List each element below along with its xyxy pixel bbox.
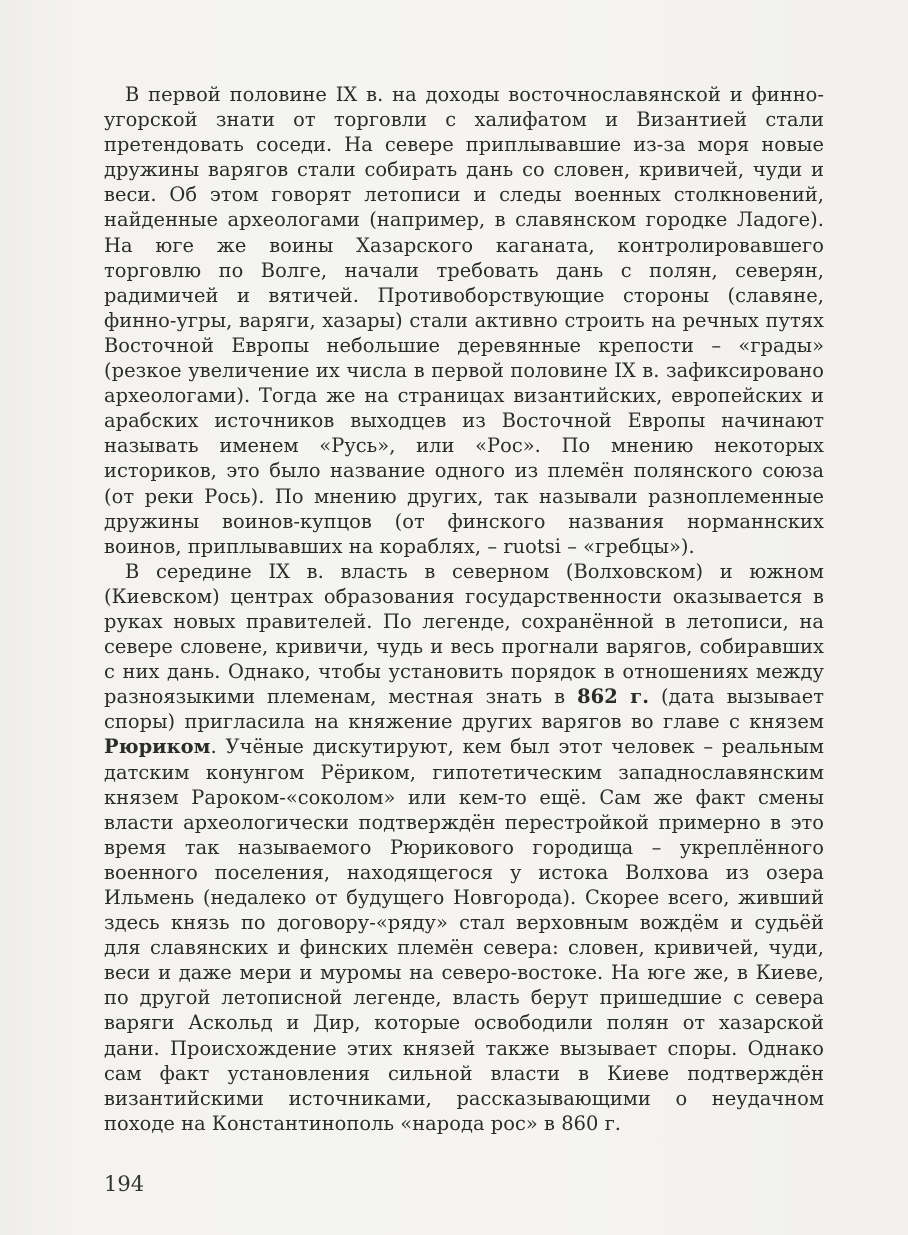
paragraph [104,559,824,1136]
paragraph: В первой половине IX в. на доходы восточнославянской и финно-угорской знати от торговли с халифатом и Византией стали претендовать соседи. На севере приплывавшие из-за моря новые дружины варягов стали собирать дань со словен, кривичей, чуди и веси. Об этом говорят летописи и следы военных столкновений, найденные археологами (например, в славянском городке Ладоге). На юге же воины Хазарского каганата, контролировавшего торговлю по Волге, начали требовать дань с полян, северян, радимичей и вятичей. Противоборствующие стороны (славяне, финно-угры, варяги, хазары) стали активно строить на речных путях Восточной Европы небольшие деревянные крепости – «грады» (резкое увеличение их числа в первой половине IX в. зафиксировано археологами). Тогда же на страницах византийских, европейских и арабских источников выходцев из Восточной Европы начинают называть именем «Русь», или «Рос». По мнению некоторых историков, это было название одного из племён полянского союза (от реки Рось). По мнению других, так называли разноплеменные дружины воинов-купцов (от финского названия норманнских воинов, приплывавших на кораблях, – ruotsi – «гребцы»). [104,83,824,558]
text-run: В середине IX в. власть в северном (Волховском) и южном (Киевском) центрах образования государственности оказывается в руках новых правителей. По легенде, сохранённой в летописи, на севере словене, кривичи, чудь и весь прогнали варягов, собиравших с них дань. Однако, чтобы установить порядок в отношениях между разноязыкими племенам, местная знать в [104,559,824,709]
text-run: (дата вызывает споры) пригласила на княжение других варягов во главе с князем [104,685,825,734]
date-emphasis: 862 г. [577,685,650,709]
body-text [104,82,824,1136]
name-emphasis: Рюриком [104,735,211,759]
text-run: . Учёные дискутируют, кем был этот человек – реальным датским конунгом Рёриком, гипотетическим западнославянским князем Рароком-«соколом» или кем-то ещё. Сам же факт смены власти археологически подтверждён перестройкой примерно в это время так называемого Рюрикового городища – укреплённого военного поселения, находящегося у истока Волхова из озера Ильмень (недалеко от будущего Новгорода). Скорее всего, живший здесь князь по договору-«ряду» стал верховным вождём и судьёй для славянских и финских племён севера: словен, кривичей, чуди, веси и даже мери и муромы на северо-востоке. На юге же, в Киеве, по другой летописной легенде, власть берут пришедшие с севера варяги Аскольд и Дир, которые освободили полян от хазарской дани. Происхождение этих князей также вызывает споры. Однако сам факт установления сильной власти в Киеве подтверждён византийскими источниками, рассказывающими о неудачном походе на Константинополь «народа рос» в 860 г. [104,735,824,1135]
page-number: 194 [104,1172,145,1196]
